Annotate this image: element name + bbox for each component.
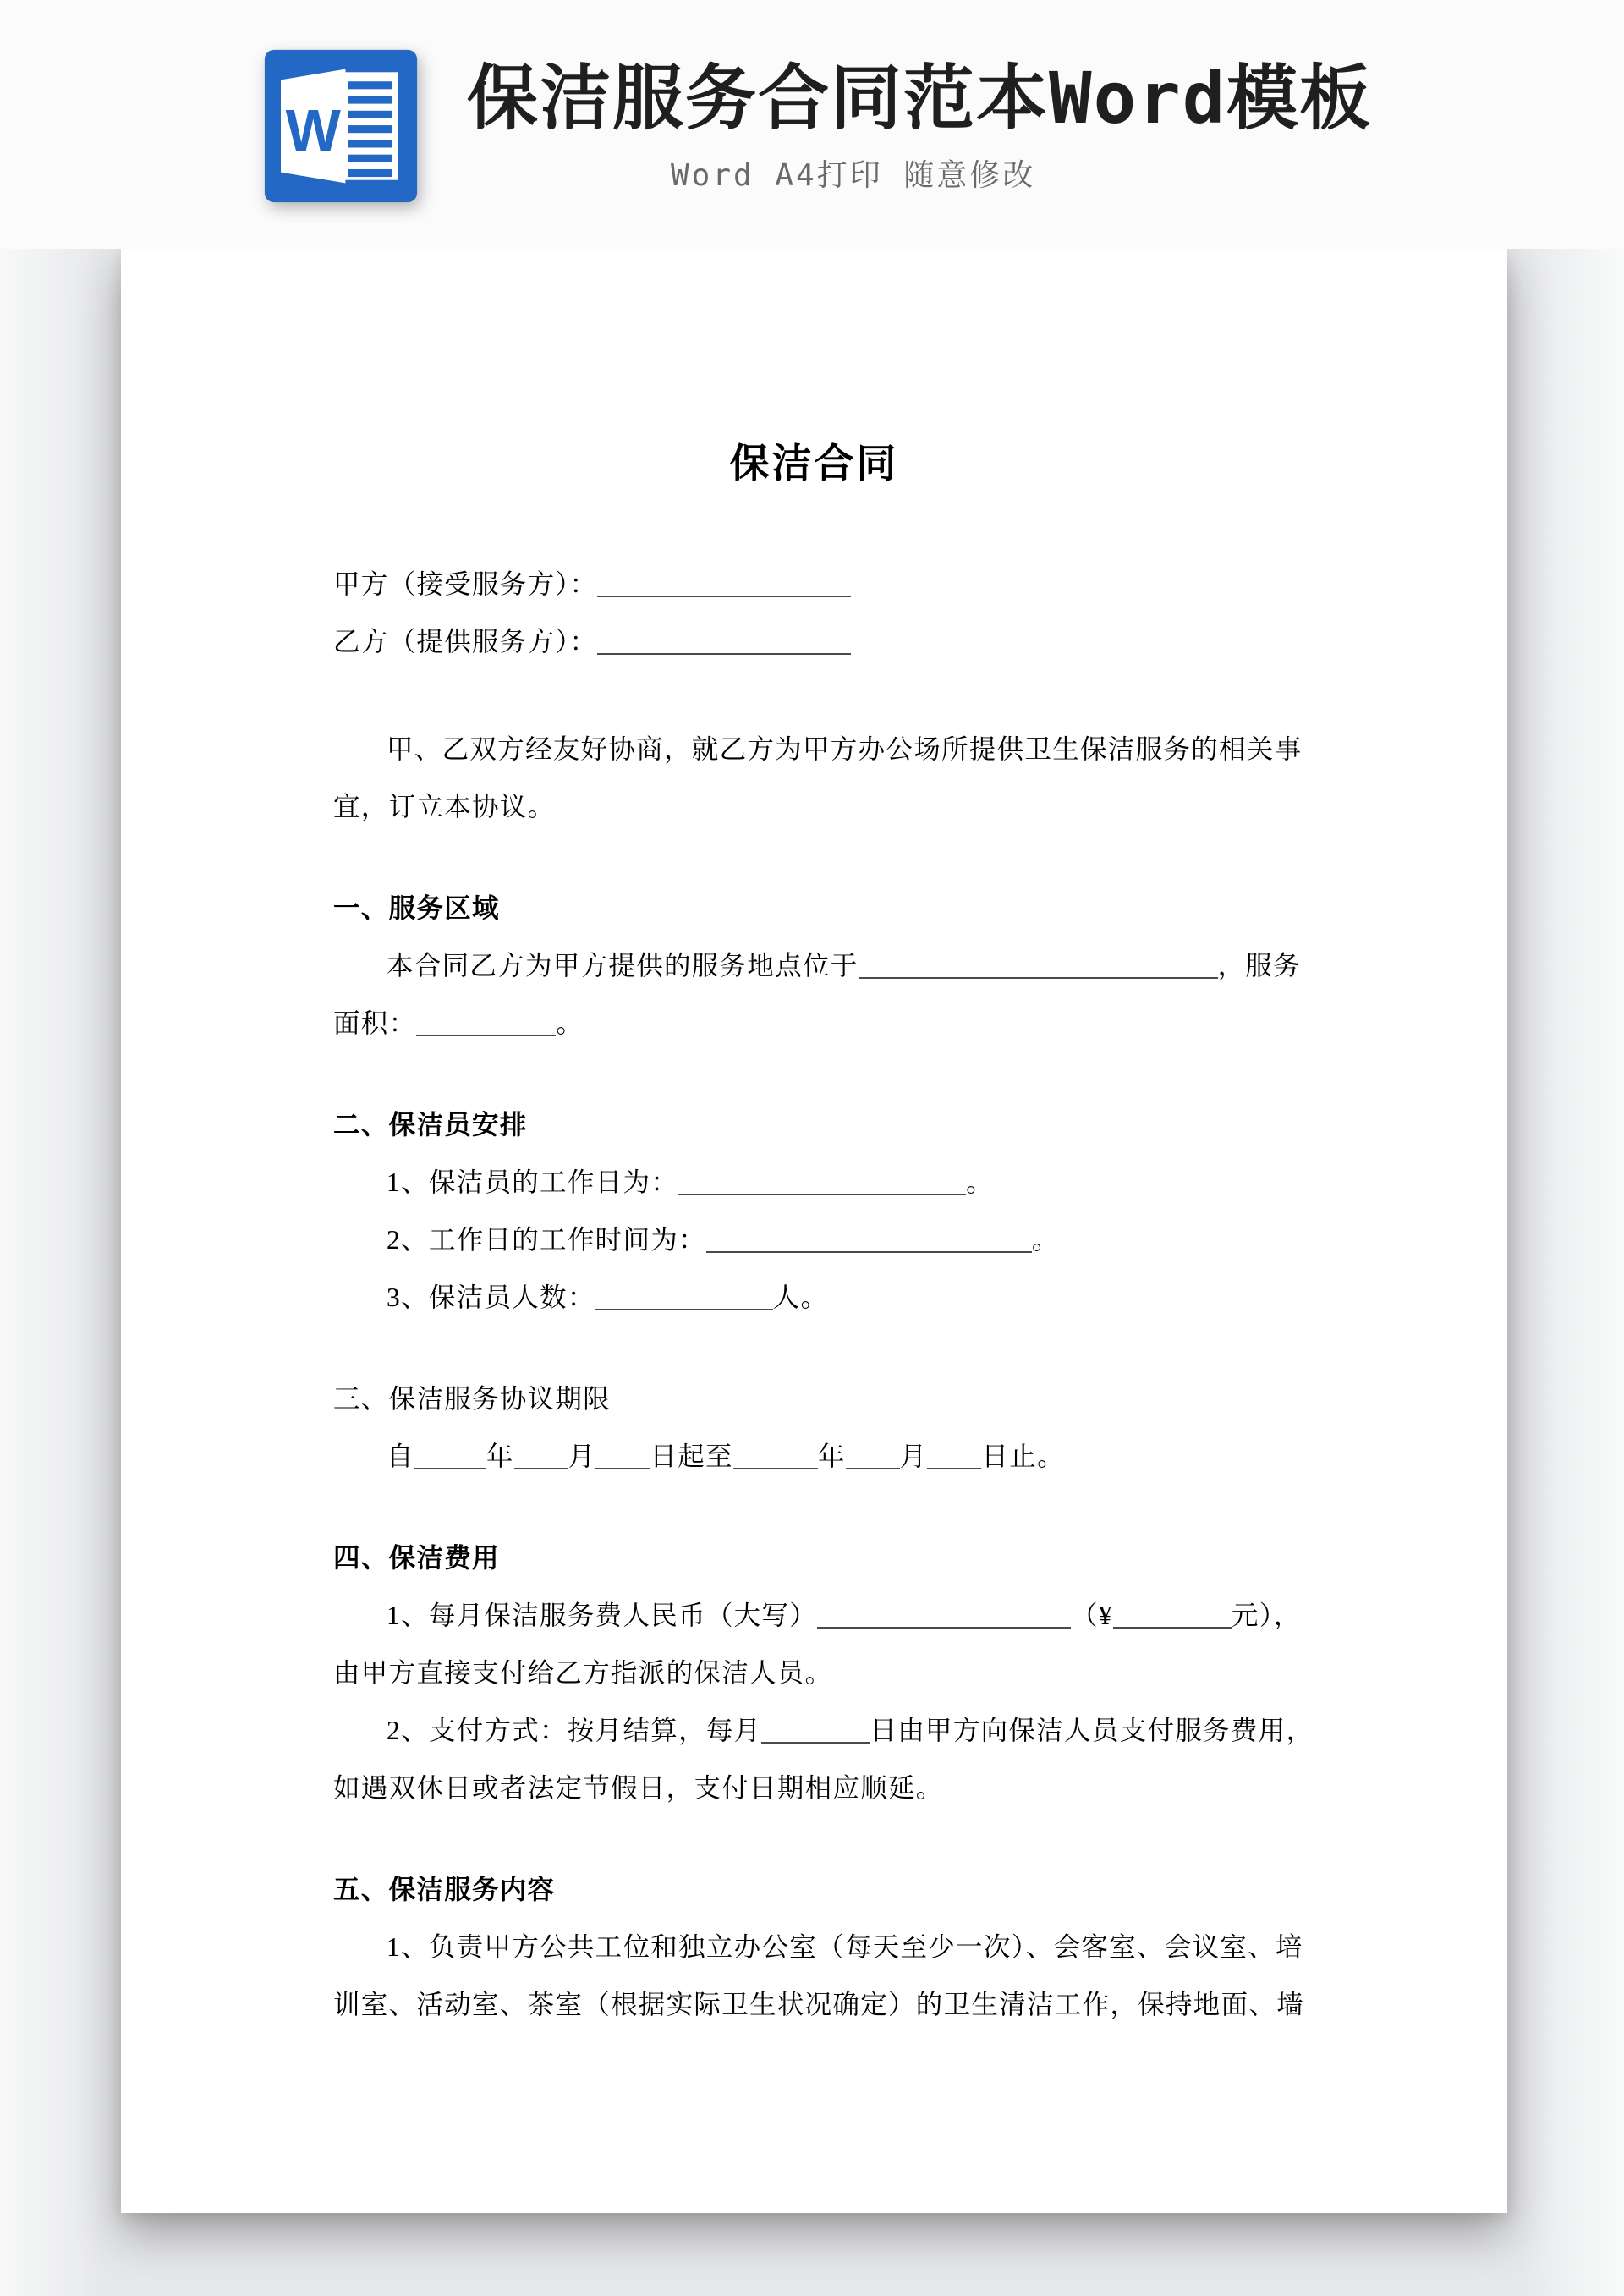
section-4-line-4 xyxy=(333,1760,1507,1817)
section-5-line-2 xyxy=(333,1976,1507,2034)
section-3-heading xyxy=(333,1370,1507,1428)
blank-underline xyxy=(733,1442,818,1470)
doc-text: 月 xyxy=(568,1442,596,1471)
doc-text: 宜，订立本协议。 xyxy=(333,792,556,821)
blank-underline xyxy=(414,1442,486,1470)
section-4-line-2 xyxy=(333,1645,1507,1702)
blank-underline xyxy=(595,1283,773,1311)
doc-text: 甲、乙双方经友好协商，就乙方为甲方办公场所提供卫生保洁服务的相关事 xyxy=(387,734,1303,764)
section-2-item-3 xyxy=(387,1269,1507,1327)
doc-text: 2、支付方式：按月结算，每月 xyxy=(387,1716,762,1745)
blank-underline xyxy=(597,627,851,656)
doc-text: 由甲方直接支付给乙方指派的保洁人员。 xyxy=(333,1658,833,1688)
section-2-item-2 xyxy=(387,1211,1507,1269)
document-title: 保洁合同 xyxy=(729,442,899,486)
intro-line-2 xyxy=(333,778,1507,836)
doc-text: 人。 xyxy=(772,1283,829,1312)
blank-underline xyxy=(927,1442,981,1470)
blank-underline xyxy=(846,1442,900,1470)
document-lines xyxy=(121,556,1507,2034)
blank-underline xyxy=(761,1716,870,1744)
doc-text: 日止。 xyxy=(981,1442,1065,1471)
doc-text: 自 xyxy=(387,1442,414,1471)
section-1-line-1 xyxy=(387,937,1507,995)
doc-text: 日由甲方向保洁人员支付服务费用， xyxy=(870,1716,1314,1745)
document-page xyxy=(121,249,1507,2213)
doc-text: 年 xyxy=(817,1442,846,1471)
section-4-line-1 xyxy=(387,1587,1507,1645)
section-4-line-3 xyxy=(387,1702,1507,1760)
blank-underline xyxy=(514,1442,568,1470)
section-4-heading xyxy=(333,1530,1507,1587)
site-header xyxy=(0,0,1624,249)
doc-text: 。 xyxy=(966,1167,994,1197)
doc-text: 3、保洁员人数： xyxy=(387,1283,595,1312)
doc-text: 三、保洁服务协议期限 xyxy=(333,1384,612,1414)
intro-line-1 xyxy=(387,721,1507,778)
section-5-heading xyxy=(333,1861,1507,1919)
doc-text: 甲方（接受服务方）： xyxy=(333,569,598,599)
doc-text: 元）， xyxy=(1231,1601,1302,1630)
party-b-line xyxy=(333,613,1507,671)
section-5-line-1 xyxy=(387,1919,1507,1976)
doc-text: 五、保洁服务内容 xyxy=(333,1875,556,1904)
doc-text: 一、服务区域 xyxy=(333,893,500,923)
doc-text: 面积： xyxy=(333,1008,417,1038)
blank-underline xyxy=(706,1225,1032,1254)
page-title: 保洁服务合同范本Word模板 xyxy=(467,57,1373,140)
doc-text: 四、保洁费用 xyxy=(333,1543,500,1573)
doc-text: 二、保洁员安排 xyxy=(333,1110,528,1140)
doc-text: 1、负责甲方公共工位和独立办公室（每天至少一次）、会客室、会议室、培 xyxy=(387,1932,1303,1962)
party-a-line xyxy=(333,556,1507,613)
doc-text: 1、每月保洁服务费人民币（大写） xyxy=(387,1601,818,1630)
section-1-line-2 xyxy=(333,995,1507,1052)
section-2-item-1 xyxy=(387,1154,1507,1211)
blank-underline xyxy=(817,1601,1071,1629)
blank-underline xyxy=(595,1442,650,1470)
section-2-heading xyxy=(333,1096,1507,1154)
section-1-heading xyxy=(333,880,1507,937)
doc-text: 日起至 xyxy=(650,1442,733,1471)
word-icon xyxy=(262,49,420,203)
doc-text: 月 xyxy=(899,1442,928,1471)
blank-underline xyxy=(597,569,851,598)
doc-text: 年 xyxy=(486,1442,514,1471)
doc-text: 2、工作日的工作时间为： xyxy=(387,1225,706,1255)
blank-underline xyxy=(678,1167,966,1196)
doc-text: 训室、活动室、茶室（根据实际卫生状况确定）的卫生清洁工作，保持地面、墙 xyxy=(333,1990,1305,2019)
svg-text:W: W xyxy=(285,97,341,164)
doc-text: 乙方（提供服务方）： xyxy=(333,627,598,656)
blank-underline xyxy=(859,951,1218,980)
doc-text: 。 xyxy=(556,1008,584,1038)
doc-text: ，服务 xyxy=(1217,951,1302,980)
doc-text: 。 xyxy=(1031,1225,1060,1255)
doc-text: 1、保洁员的工作日为： xyxy=(387,1167,679,1197)
doc-text: 如遇双休日或者法定节假日，支付日期相应顺延。 xyxy=(333,1773,944,1803)
blank-underline xyxy=(416,1008,556,1037)
doc-text: （¥ xyxy=(1071,1601,1113,1630)
blank-underline xyxy=(1113,1601,1232,1629)
doc-text: 本合同乙方为甲方提供的服务地点位于 xyxy=(387,951,859,980)
section-3-line-1 xyxy=(387,1428,1507,1486)
page-subtitle: Word A4打印 随意修改 xyxy=(671,158,1036,193)
